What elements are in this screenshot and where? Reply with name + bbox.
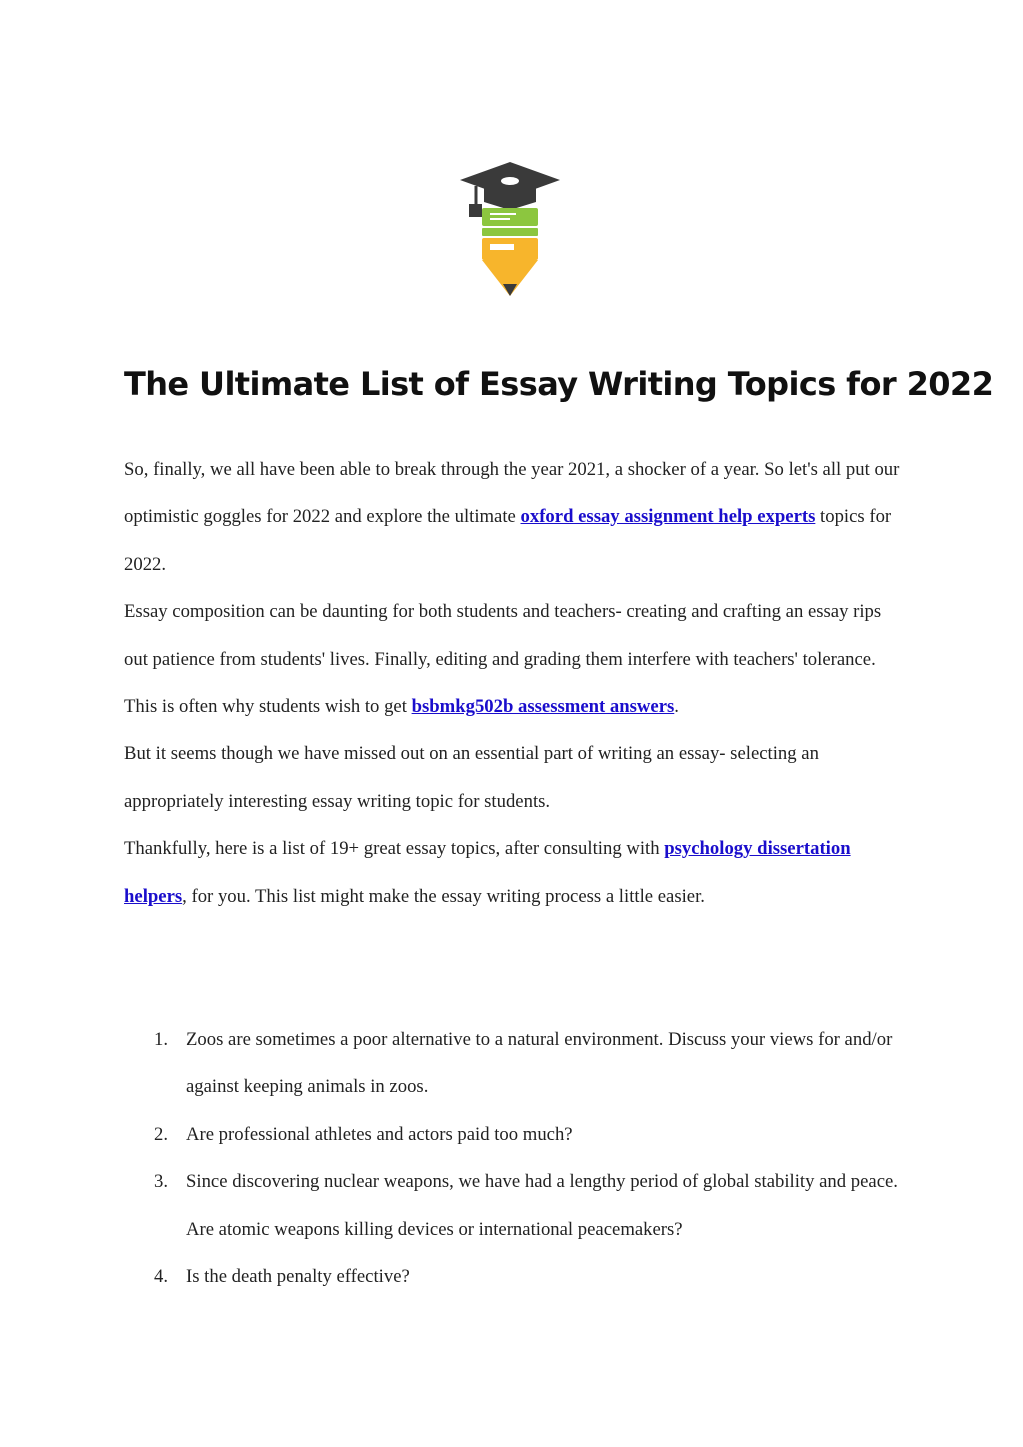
paragraph-text: Essay composition can be daunting for both students and teachers- creating and crafting an essay rips out patience from students' lives. Finally, editing and grading them interfere with teachers' tolerance. This is often why students wish to get	[124, 601, 882, 718]
paragraph-text: But it seems though we have missed out on an essential part of writing an essay- selecting an appropriately interesting essay writing topic for students.	[124, 743, 819, 812]
paragraph-list-intro	[124, 825, 904, 920]
psychology-dissertation-link[interactable]: psychology dissertation helpers	[124, 838, 851, 907]
list-item-number: 3.	[154, 1171, 169, 1193]
list-item-text: Is the death penalty effective?	[186, 1266, 410, 1288]
assessment-answers-link[interactable]: bsbmkg502b assessment answers	[411, 696, 675, 718]
paragraph-text: .	[674, 696, 679, 718]
paragraph-text: So, finally, we all have been able to break through the year 2021, a shocker of a year. So let's all put our optimistic goggles for 2022 and explore the ultimate	[124, 459, 900, 528]
document-body	[124, 446, 904, 920]
list-item-number: 1.	[154, 1029, 169, 1050]
paragraph-intro	[124, 446, 904, 588]
paragraph-missed-part	[124, 730, 904, 825]
list-item	[124, 1016, 904, 1111]
oxford-essay-help-link[interactable]: oxford essay assignment help experts	[520, 506, 816, 528]
essay-topic-list	[124, 1016, 904, 1300]
list-item-text: Since discovering nuclear weapons, we have had a lengthy period of global stability and peace. Are atomic weapons killing devices or international peacemakers?	[186, 1171, 898, 1240]
list-item	[124, 1253, 904, 1300]
list-item	[124, 1158, 904, 1253]
list-item-number: 4.	[154, 1266, 169, 1288]
list-item-text: Zoos are sometimes a poor alternative to a natural environment. Discuss your views for and/or against keeping animals in zoos.	[186, 1029, 893, 1098]
graduation-cap-pencil-books-icon	[436, 156, 588, 304]
list-item-text: Are professional athletes and actors paid too much?	[186, 1123, 573, 1145]
list-item	[124, 1111, 904, 1158]
paragraph-composition	[124, 588, 904, 730]
list-item-number: 2.	[154, 1123, 169, 1145]
paragraph-text: , for you. This list might make the essay writing process a little easier.	[182, 885, 705, 907]
paragraph-text: Thankfully, here is a list of 19+ great essay topics, after consulting with	[124, 838, 665, 860]
document-title: The Ultimate List of Essay Writing Topics for 2022	[124, 365, 994, 403]
paragraph-text: topics for 2022.	[124, 506, 892, 575]
